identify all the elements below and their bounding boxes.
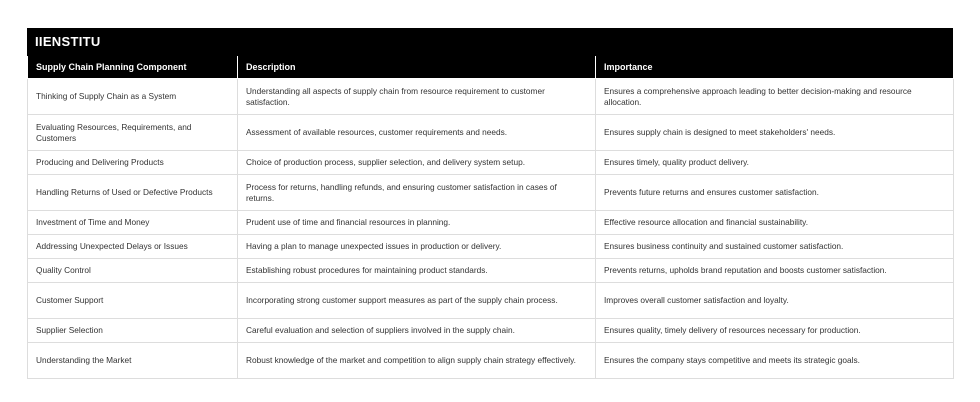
table-row bbox=[28, 115, 954, 151]
column-header-component: Supply Chain Planning Component bbox=[28, 56, 238, 79]
table-row bbox=[28, 259, 954, 283]
cell-importance: Improves overall customer satisfaction and loyalty. bbox=[596, 283, 954, 319]
cell-component: Addressing Unexpected Delays or Issues bbox=[28, 235, 238, 259]
cell-description: Having a plan to manage unexpected issues in production or delivery. bbox=[238, 235, 596, 259]
cell-importance: Ensures supply chain is designed to meet stakeholders' needs. bbox=[596, 115, 954, 151]
table-row bbox=[28, 319, 954, 343]
cell-importance: Prevents returns, upholds brand reputation and boosts customer satisfaction. bbox=[596, 259, 954, 283]
cell-importance: Ensures business continuity and sustained customer satisfaction. bbox=[596, 235, 954, 259]
cell-importance: Ensures a comprehensive approach leading to better decision-making and resource allocation. bbox=[596, 79, 954, 115]
table-header-row bbox=[28, 56, 954, 79]
table-row bbox=[28, 235, 954, 259]
cell-component: Supplier Selection bbox=[28, 319, 238, 343]
table-row bbox=[28, 175, 954, 211]
cell-description: Prudent use of time and financial resources in planning. bbox=[238, 211, 596, 235]
table-row bbox=[28, 343, 954, 379]
cell-description: Understanding all aspects of supply chain from resource requirement to customer satisfaction. bbox=[238, 79, 596, 115]
cell-description: Establishing robust procedures for maintaining product standards. bbox=[238, 259, 596, 283]
cell-importance: Ensures timely, quality product delivery. bbox=[596, 151, 954, 175]
table-row bbox=[28, 211, 954, 235]
cell-component: Producing and Delivering Products bbox=[28, 151, 238, 175]
cell-importance: Ensures the company stays competitive and meets its strategic goals. bbox=[596, 343, 954, 379]
supply-chain-table bbox=[27, 56, 954, 379]
cell-description: Robust knowledge of the market and competition to align supply chain strategy effectively. bbox=[238, 343, 596, 379]
cell-description: Choice of production process, supplier selection, and delivery system setup. bbox=[238, 151, 596, 175]
cell-component: Customer Support bbox=[28, 283, 238, 319]
cell-importance: Prevents future returns and ensures customer satisfaction. bbox=[596, 175, 954, 211]
cell-component: Understanding the Market bbox=[28, 343, 238, 379]
cell-component: Evaluating Resources, Requirements, and Customers bbox=[28, 115, 238, 151]
cell-component: Quality Control bbox=[28, 259, 238, 283]
cell-description: Assessment of available resources, customer requirements and needs. bbox=[238, 115, 596, 151]
cell-component: Thinking of Supply Chain as a System bbox=[28, 79, 238, 115]
cell-importance: Ensures quality, timely delivery of resources necessary for production. bbox=[596, 319, 954, 343]
cell-component: Handling Returns of Used or Defective Products bbox=[28, 175, 238, 211]
column-header-importance: Importance bbox=[596, 56, 954, 79]
table-row bbox=[28, 283, 954, 319]
cell-description: Incorporating strong customer support measures as part of the supply chain process. bbox=[238, 283, 596, 319]
column-header-description: Description bbox=[238, 56, 596, 79]
cell-description: Careful evaluation and selection of suppliers involved in the supply chain. bbox=[238, 319, 596, 343]
table-row bbox=[28, 151, 954, 175]
table-row bbox=[28, 79, 954, 115]
cell-importance: Effective resource allocation and financial sustainability. bbox=[596, 211, 954, 235]
brand-header: IIENSTITU bbox=[27, 28, 953, 56]
cell-component: Investment of Time and Money bbox=[28, 211, 238, 235]
cell-description: Process for returns, handling refunds, and ensuring customer satisfaction in cases of returns. bbox=[238, 175, 596, 211]
content-table-container bbox=[27, 28, 953, 379]
